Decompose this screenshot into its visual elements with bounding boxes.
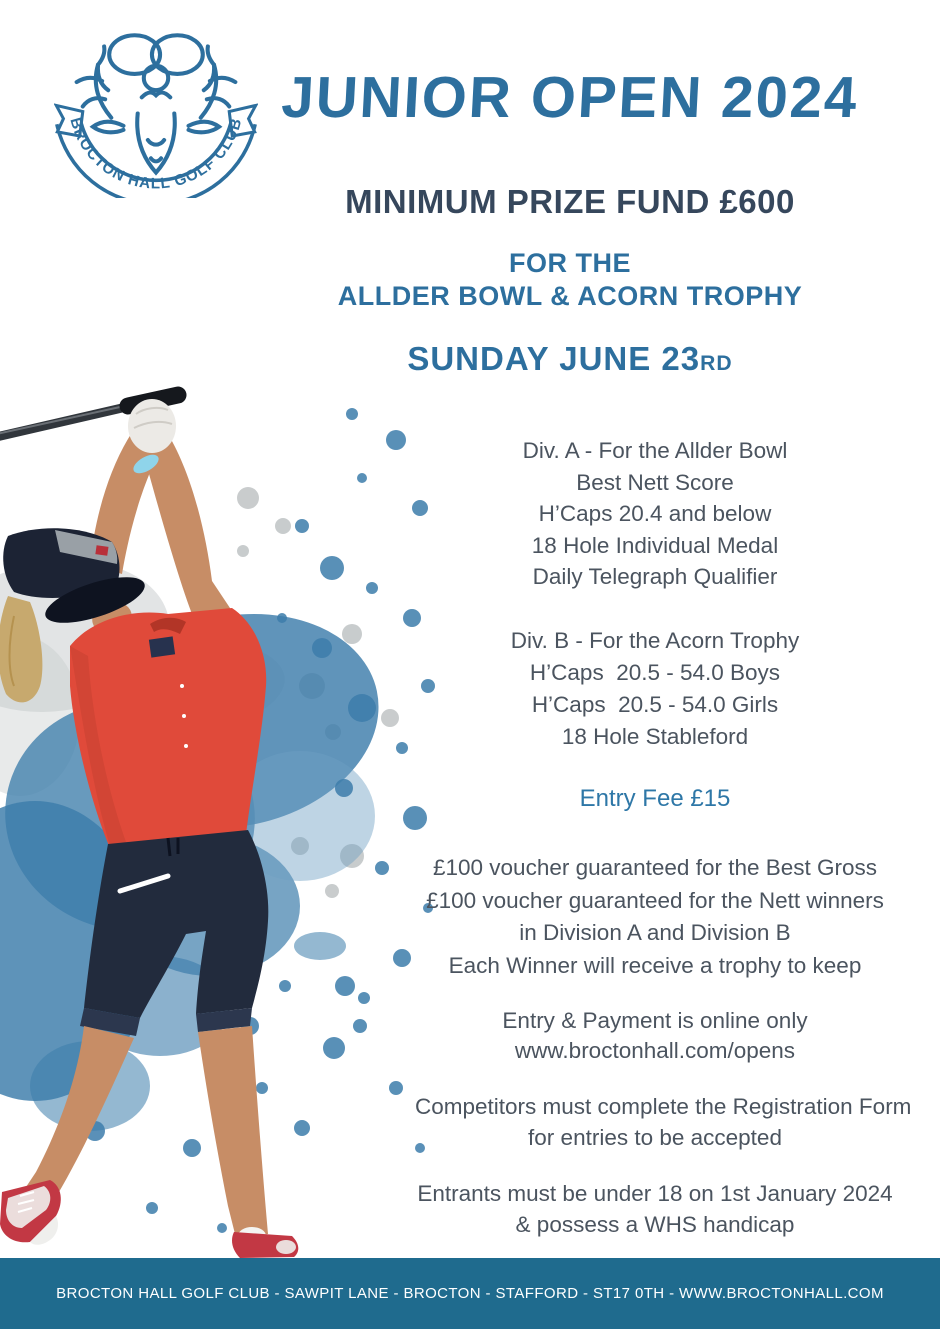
prize-fund-heading: MINIMUM PRIZE FUND £600 [345,183,795,220]
division-a-holes: 18 Hole Individual Medal [531,532,779,558]
eligibility-handicap: & possess a WHS handicap [515,1212,795,1237]
eligibility-requirement [415,1178,895,1240]
golfer-photo [0,386,436,1258]
division-b-title: Div. B - For the Acorn Trophy [510,628,800,653]
registration-line2: for entries to be accepted [528,1124,782,1150]
page-title: JUNIOR OPEN 2024 [279,65,861,130]
division-b-handicaps-girls: H’Caps 20.5 - 54.0 Girls [531,692,779,717]
prize-details [415,852,895,982]
prize-nett-winners: £100 voucher guaranteed for the Nett winners [426,887,884,913]
golfer-watercolor-illustration [0,386,436,1258]
event-date-main: SUNDAY JUNE 23 [407,340,701,377]
division-a-qualifier: Daily Telegraph Qualifier [532,564,778,589]
registration-requirement [415,1092,912,1153]
prize-best-gross: £100 voucher guaranteed for the Best Gross [432,855,878,880]
division-b-format: 18 Hole Stableford [561,724,749,749]
trophy-heading-line2: ALLDER BOWL & ACORN TROPHY [337,281,803,311]
trophy-heading [190,247,940,313]
division-a-title: Div. A - For the Allder Bowl [522,438,788,463]
entry-payment-info [415,1006,895,1066]
club-name-banner: BROCTON HALL GOLF CLUB [66,115,246,193]
entry-fee: Entry Fee £15 [579,785,731,812]
eligibility-age: Entrants must be under 18 on 1st January 2024 [417,1181,893,1206]
event-date-ordinal: RD [700,352,733,375]
division-a-handicaps: H’Caps 20.4 and below [538,501,772,526]
trophy-heading-line1: FOR THE [509,248,631,278]
prize-trophy: Each Winner will receive a trophy to keep [448,952,862,978]
prize-divisions: in Division A and Division B [519,920,791,945]
division-b-handicaps-boys: H’Caps 20.5 - 54.0 Boys [529,660,781,685]
event-date [190,340,940,378]
footer-address-bar [0,1258,940,1329]
division-b-details [415,625,895,753]
club-address-text: BROCTON HALL GOLF CLUB - SAWPIT LANE - BROCTON - STAFFORD - ST17 0TH - WWW.BROCTONHALL.COM [56,1285,884,1302]
entry-online-note: Entry & Payment is online only [502,1008,808,1033]
entry-website-link[interactable]: www.broctonhall.com/opens [514,1038,796,1063]
division-a-format: Best Nett Score [576,469,734,495]
division-a-details [415,435,895,593]
registration-line1: Competitors must complete the Registration Form [415,1094,912,1119]
